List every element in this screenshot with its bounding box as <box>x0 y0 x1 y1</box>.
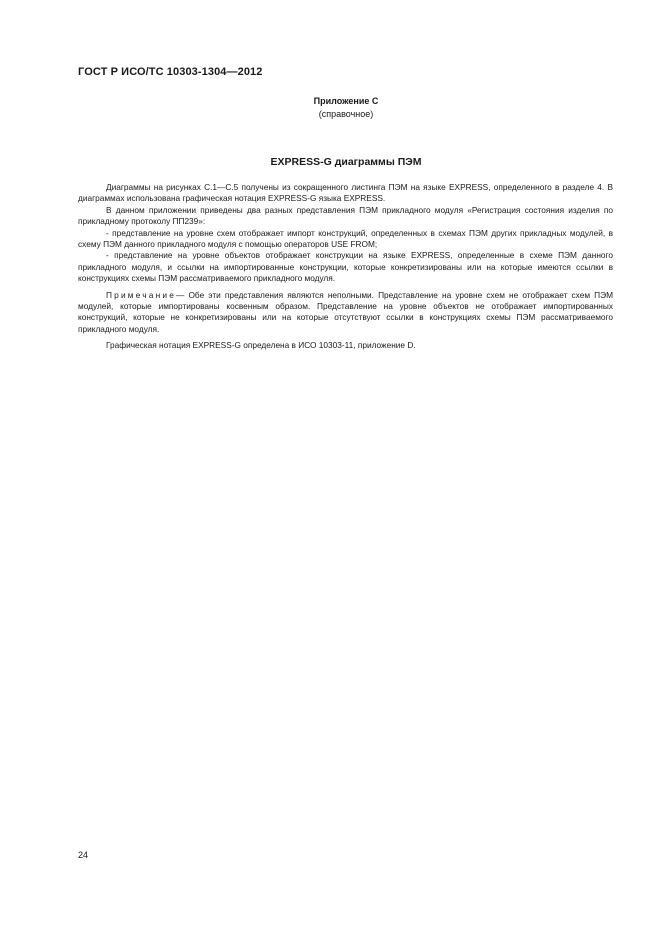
document-code-header: ГОСТ Р ИСО/ТС 10303-1304—2012 <box>78 66 263 78</box>
paragraph-schema-level: - представление на уровне схем отображает импорт конструкций, определенных в схемах ПЭМ других прикладных модулей, в схему ПЭМ данного прикладного модуля с помощью операторов USE FROM; <box>78 227 613 250</box>
note-paragraph <box>78 290 613 336</box>
appendix-title: Приложение С <box>313 96 379 106</box>
note-text: — Обе эти представления являются неполными. Представление на уровне схем не отображает схем ПЭМ модулей, которые импортированы косвенным образом. Представление на уровне объектов не отображает импортированных конструкций, которые не конкретизированы или на которые отсутствуют ссылки в конструкциях схемы ПЭМ рассматриваемого прикладного модуля. <box>78 289 613 334</box>
appendix-type: (справочное) <box>318 109 374 119</box>
section-title: EXPRESS-G диаграммы ПЭМ <box>270 156 422 168</box>
paragraph-diagrams-source: Диаграммы на рисунках С.1—С.5 получены из сокращенного листинга ПЭМ на языке EXPRESS, определенного в разделе 4. В диаграммах использована графическая нотация EXPRESS-G языка EXPRESS. <box>78 182 613 204</box>
note-label: Примечание <box>106 289 177 300</box>
paragraph-notation-reference: Графическая нотация EXPRESS-G определена в ИСО 10303-11, приложение D. <box>106 340 416 351</box>
page-number: 24 <box>78 850 89 860</box>
paragraph-two-representations: В данном приложении приведены два разных представления ПЭМ прикладного модуля «Регистрация состояния изделия по прикладному протоколу ПП239»: <box>78 204 613 227</box>
body-text <box>78 182 613 352</box>
paragraph-entity-level: - представление на уровне объектов отображает конструкции на языке EXPRESS, определенные в схеме ПЭМ данного прикладного модуля, и ссылки на импортированные конструкции, которые конкретизированы или на которые имеются ссылки в конструкциях схемы ПЭМ рассматриваемого прикладного модуля. <box>78 250 613 284</box>
